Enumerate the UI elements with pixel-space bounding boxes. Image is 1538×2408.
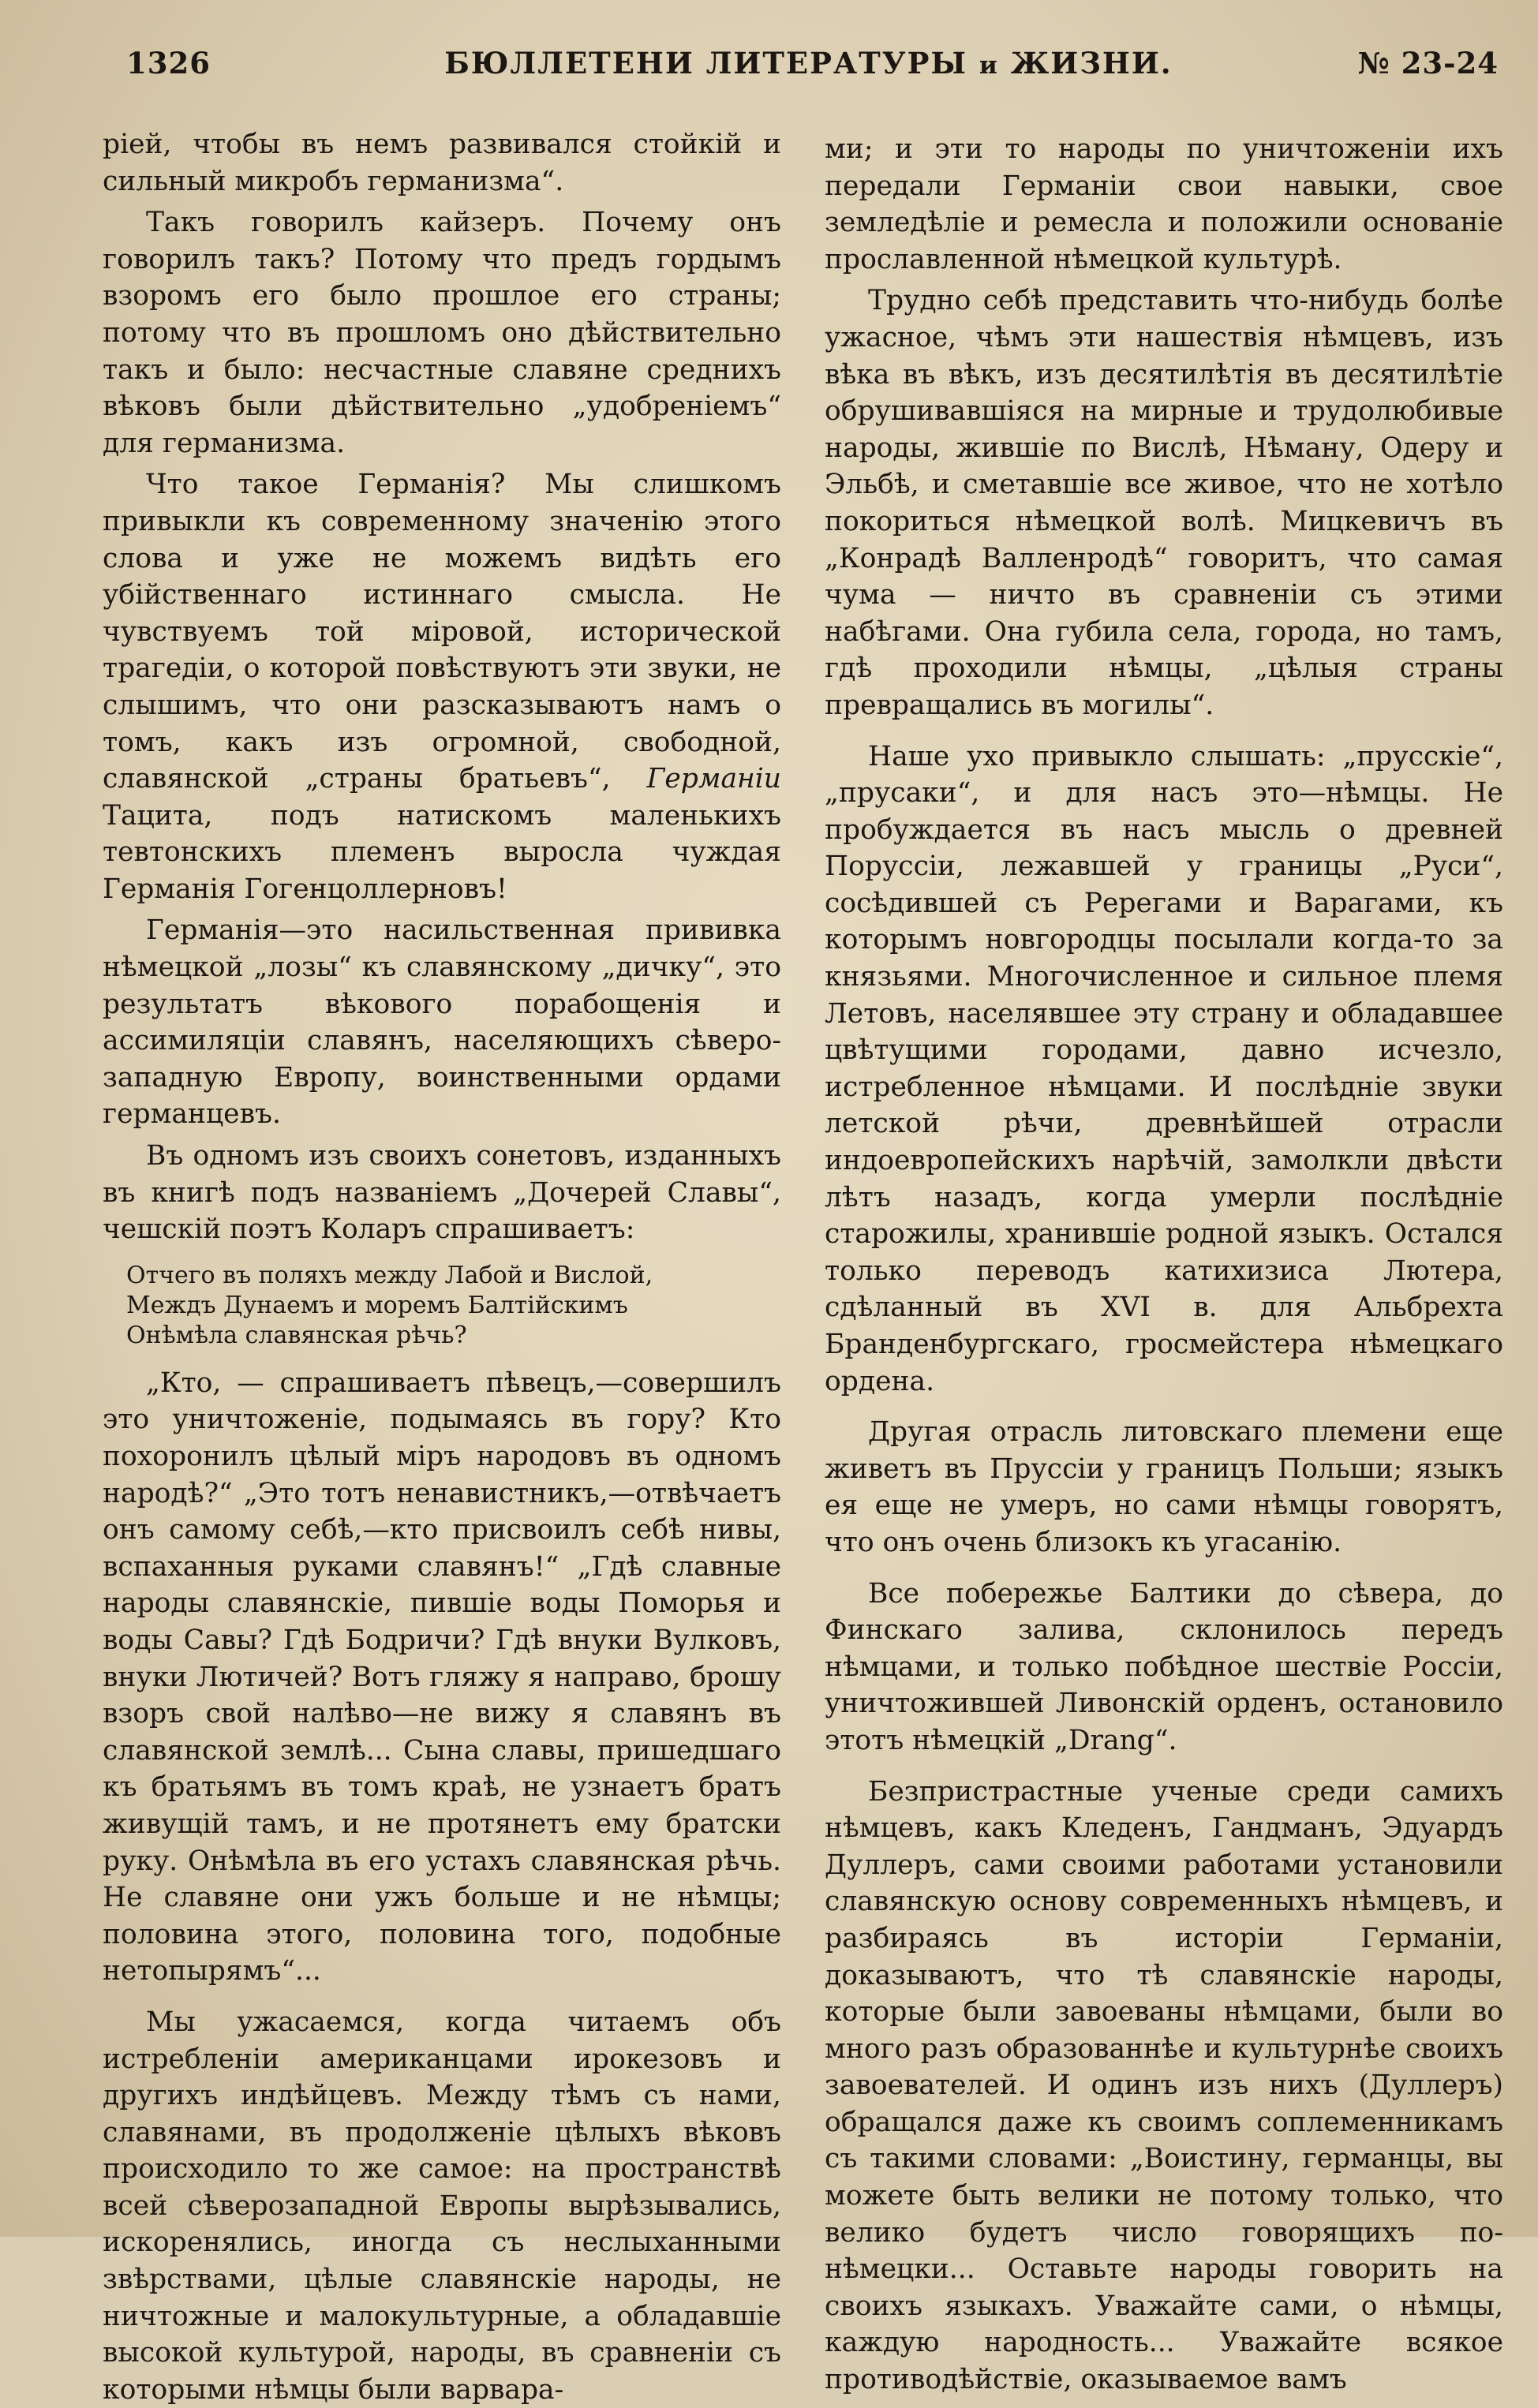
journal-title bbox=[110, 46, 1506, 80]
paragraph: Все побережье Балтики до сѣвера, до Финскаго залива, склонилось передъ нѣмцами, и только побѣдное шествіе Россіи, уничтожившей Ливонскій орденъ, остановило этотъ нѣмецкій „Drang“. bbox=[825, 1577, 1503, 1756]
paragraph: Другая отрасль литовскаго племени еще живетъ въ Пруссіи у границъ Польши; языкъ ея еще не умеръ, но сами нѣмцы говорятъ, что онъ очень близокъ къ угасанію. bbox=[825, 1416, 1503, 1558]
paragraph: Безпристрастные ученые среди самихъ нѣмцевъ, какъ Кледенъ, Гандманъ, Эдуардъ Дуллеръ, сами своими работами установили славянскую основу современныхъ нѣмцевъ, и разбираясь въ исторіи Германіи, доказываютъ, что тѣ славянскіе народы, которые были завоеваны нѣмцами, были во много разъ образованнѣе и культурнѣе своихъ завоевателей. И одинъ изъ нихъ (Дуллеръ) обращался даже къ своимъ соплеменникамъ съ такими словами: „Воистину, германцы, вы можете быть велики не потому только, что велико будетъ число говорящихъ по-нѣмецки... Оставьте народы говорить на своихъ языкахъ. Уважайте сами, о нѣмцы, каждую народность... Уважайте всякое противодѣйствіе, оказываемое вамъ bbox=[825, 1775, 1503, 2396]
page-number: 1326 bbox=[126, 46, 211, 80]
journal-title-part1: БЮЛЛЕТЕНИ ЛИТЕРАТУРЫ bbox=[444, 46, 967, 80]
left-column bbox=[103, 126, 781, 2408]
paragraph bbox=[103, 466, 781, 907]
paragraph: „Кто, — спрашиваетъ пѣвецъ,—совершилъ это уничтоженіе, подымаясь въ гору? Кто похоронилъ цѣлый міръ народовъ въ одномъ народѣ?“ „Это тотъ ненавистникъ,—отвѣчаетъ онъ самому себѣ,—кто присвоилъ себѣ нивы, вспаханныя руками славянъ!“ „Гдѣ славные народы славянскіе, пившіе воды Поморья и воды Савы? Гдѣ Бодричи? Гдѣ внуки Вулковъ, внуки Лютичей? Вотъ гляжу я направо, брошу взоръ свой налѣво—не вижу я славянъ въ славянской землѣ... Сына славы, пришедшаго къ братьямъ въ томъ краѣ, не узнаетъ братъ живущій тамъ, и не протянетъ ему братски руку. Онѣмѣла въ его устахъ славянская рѣчь. Не славяне они ужъ больше и не нѣмцы; половина этого, половина того, подобные нетопырямъ“... bbox=[103, 1367, 781, 1987]
paragraph: Такъ говорилъ кайзеръ. Почему онъ говорилъ такъ? Потому что предъ гордымъ взоромъ его было прошлое его страны; потому что въ прошломъ оно дѣйствительно такъ и было: несчастные славяне среднихъ вѣковъ были дѣйствительно „удобреніемъ“ для германизма. bbox=[103, 207, 781, 459]
verse-line: Междъ Дунаемъ и моремъ Балтійскимъ bbox=[126, 1291, 628, 1319]
journal-title-and: и bbox=[979, 51, 999, 80]
paragraph: ріей, чтобы въ немъ развивался стойкій и сильный микробъ германизма“. bbox=[103, 129, 781, 197]
journal-title-part2: ЖИЗНИ. bbox=[1010, 46, 1173, 80]
paragraph: Въ одномъ изъ своихъ сонетовъ, изданныхъ въ книгѣ подъ названіемъ „Дочерей Славы“, чешскій поэтъ Коларъ спрашиваетъ: bbox=[103, 1140, 781, 1246]
verse-line: Отчего въ поляхъ между Лабой и Вислой, bbox=[126, 1261, 653, 1289]
paragraph: ми; и эти то народы по уничтоженіи ихъ передали Германіи свои навыки, свое земледѣліе и ремесла и положили основаніе прославленной нѣмецкой культурѣ. bbox=[825, 133, 1503, 275]
verse-line: Онѣмѣла славянская рѣчь? bbox=[126, 1321, 467, 1349]
paragraph-text: Что такое Германія? Мы слишкомъ привыкли къ современному значенію этого слова и уже не можемъ видѣть его убійственнаго истиннаго смысла. Не чувствуемъ той міровой, исторической трагедіи, о которой повѣствуютъ эти звуки, не слышимъ, что они разсказываютъ намъ о томъ, какъ изъ огромной, свободной, славянской „страны братьевъ“, bbox=[103, 469, 781, 795]
paragraph: Наше ухо привыкло слышать: „прусскіе“, „прусаки“, и для насъ это—нѣмцы. Не пробуждается въ насъ мысль о древней Поруссіи, лежавшей у границы „Руси“, сосѣдившей съ Ререгами и Варагами, къ которымъ новгородцы посылали когда-то за князьями. Многочисленное и сильное племя Летовъ, населявшее эту страну и обладавшее цвѣтущими городами, давно исчезло, истребленное нѣмцами. И послѣдніе звуки летской рѣчи, древнѣйшей отрасли индоевропейскихъ нарѣчій, замолкли двѣсти лѣтъ назадъ, когда умерли послѣдніе старожилы, хранившіе родной языкъ. Остался только переводъ катихизиса Лютера, сдѣланный въ XVI в. для Альбрехта Бранденбургскаго, гросмейстера нѣмецкаго ордена. bbox=[825, 740, 1503, 1397]
paragraph: Германія—это насильственная прививка нѣмецкой „лозы“ къ славянскому „дичку“, это результатъ вѣкового порабощенія и ассимиляціи славянъ, населяющихъ сѣверо-западную Европу, воинственными ордами германцевъ. bbox=[103, 914, 781, 1131]
verse-quote bbox=[126, 1261, 781, 1351]
paragraph-text: Тацита, подъ натискомъ маленькихъ тевтонскихъ племенъ выросла чуждая Германія Гогенцоллерновъ! bbox=[103, 799, 781, 905]
italic-word: Германіи bbox=[646, 763, 782, 795]
paragraph: Трудно себѣ представить что-нибудь болѣе ужасное, чѣмъ эти нашествія нѣмцевъ, изъ вѣка въ вѣкъ, изъ десятилѣтія въ десятилѣтіе обрушивавшіяся на мирные и трудолюбивые народы, жившіе по Вислѣ, Нѣману, Одеру и Эльбѣ, и сметавшіе все живое, что не хотѣло покориться нѣмецкой волѣ. Мицкевичъ въ „Конрадѣ Валленродѣ“ говоритъ, что самая чума — ничто въ сравненіи съ этими набѣгами. Она губила села, города, но тамъ, гдѣ проходили нѣмцы, „цѣлыя страны превращались въ могилы“. bbox=[825, 285, 1503, 721]
running-header bbox=[110, 46, 1506, 93]
issue-number: № 23-24 bbox=[1357, 46, 1499, 80]
right-column bbox=[825, 131, 1503, 2399]
paragraph: Мы ужасаемся, когда читаемъ объ истребленіи американцами ирокезовъ и другихъ индѣйцевъ. Между тѣмъ съ нами, славянами, въ продолженіе цѣлыхъ вѣковъ происходило то же самое: на пространствѣ всей сѣверозападной Европы вырѣзывались, искоренялись, иногда съ неслыханными звѣрствами, цѣлые славянскіе народы, не ничтожные и малокультурные, а обладавшіе высокой культурой, народы, въ сравненіи съ которыми нѣмцы были варвара- bbox=[103, 2006, 781, 2406]
